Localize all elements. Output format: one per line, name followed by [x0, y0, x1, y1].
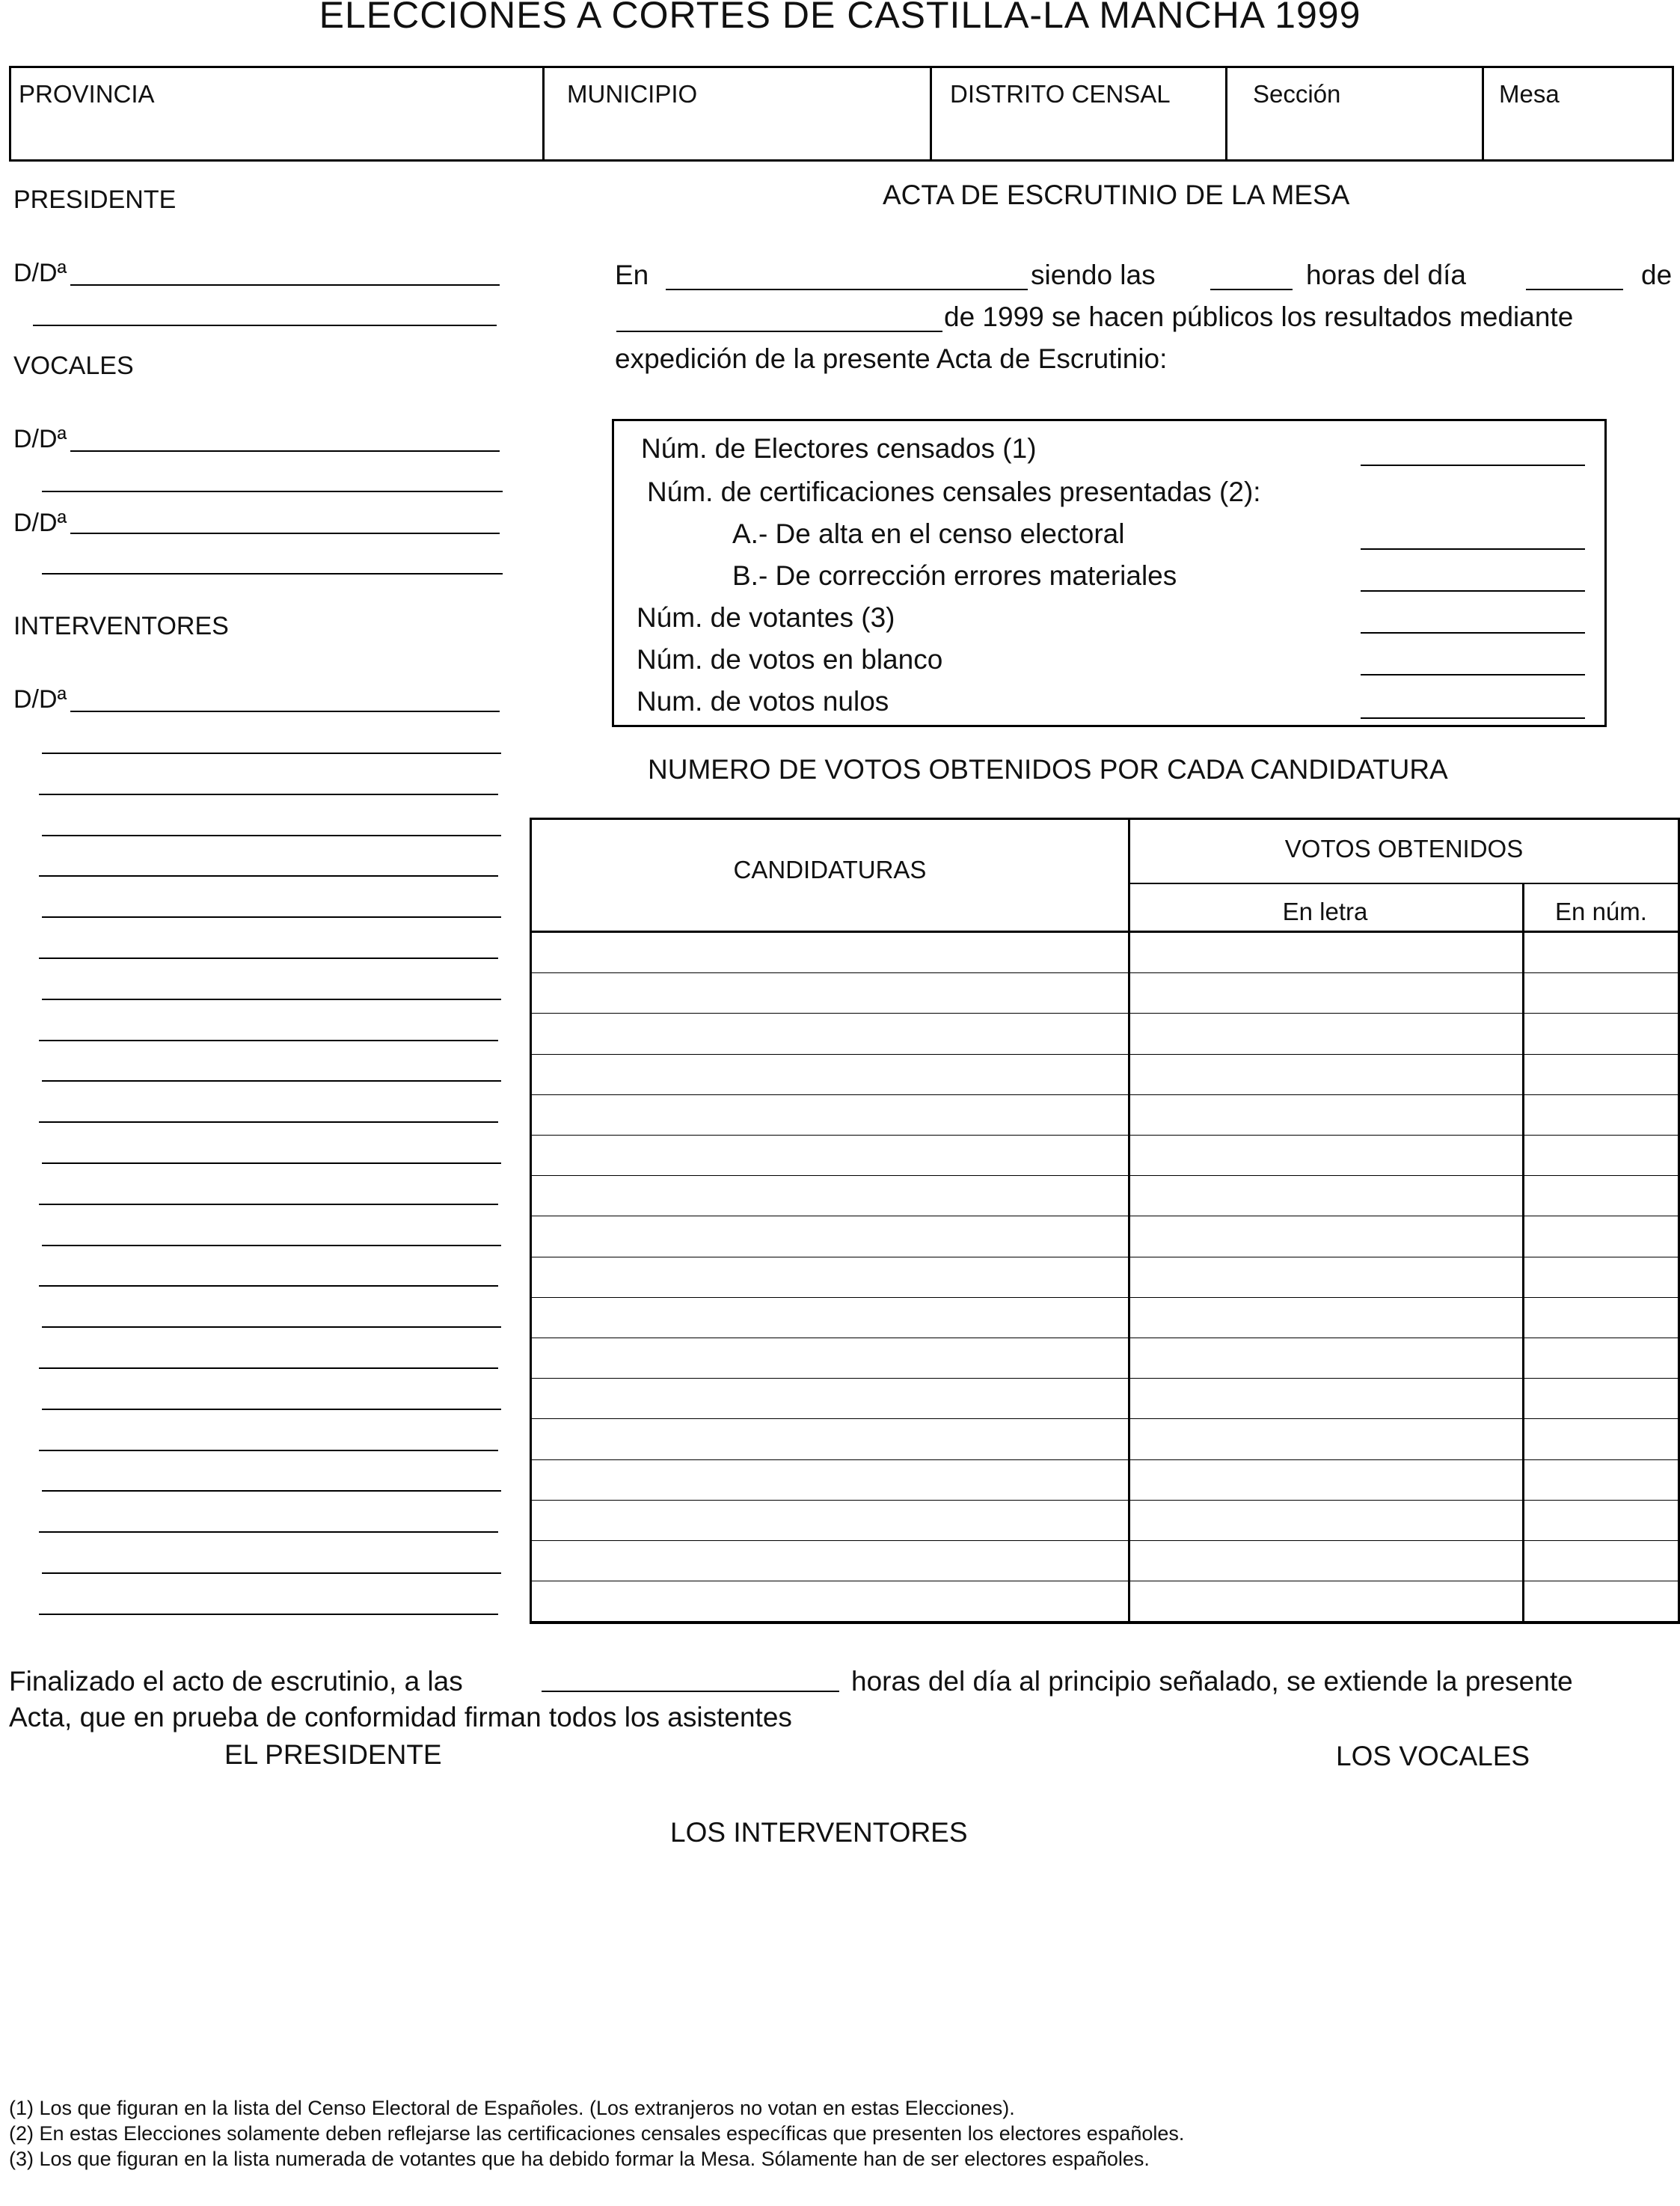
acta-hora-line[interactable] — [1210, 289, 1293, 290]
acta-heading: ACTA DE ESCRUTINIO DE LA MESA — [883, 180, 1350, 210]
presidente-dd-label: D/Dª — [13, 259, 67, 287]
location-header-box — [9, 66, 1674, 162]
table-row[interactable] — [532, 1418, 1678, 1419]
electores-value-line[interactable] — [1361, 465, 1585, 466]
acta-horas-dia-label: horas del día — [1306, 260, 1466, 290]
votos-heading: NUMERO DE VOTOS OBTENIDOS POR CADA CANDIDATURA — [648, 754, 1448, 785]
correccion-value-line[interactable] — [1361, 590, 1585, 592]
vocal1-dd-label: D/Dª — [13, 425, 67, 453]
interventor-line[interactable] — [42, 1245, 501, 1246]
alta-value-line[interactable] — [1361, 548, 1585, 550]
blanco-label: Núm. de votos en blanco — [637, 644, 943, 675]
interventor-line[interactable] — [42, 1572, 501, 1574]
interventor-line[interactable] — [39, 1285, 498, 1287]
alta-label: A.- De alta en el censo electoral — [732, 518, 1125, 549]
candidaturas-header: CANDIDATURAS — [733, 856, 927, 883]
acta-mes-line[interactable] — [616, 331, 942, 332]
provincia-label: PROVINCIA — [19, 80, 155, 108]
table-row[interactable] — [532, 1378, 1678, 1379]
interventor-line[interactable] — [39, 875, 498, 877]
table-divider-letra — [1522, 883, 1524, 1622]
interventor-line[interactable] — [42, 1490, 501, 1492]
acta-en-label: En — [615, 260, 649, 290]
blanco-value-line[interactable] — [1361, 674, 1585, 675]
table-row[interactable] — [532, 1013, 1678, 1014]
table-divider-votos — [1128, 883, 1678, 884]
finalizado-label: Finalizado el acto de escrutinio, a las — [9, 1666, 463, 1697]
table-row[interactable] — [532, 1054, 1678, 1055]
table-row[interactable] — [532, 1135, 1678, 1136]
table-divider-candidaturas — [1128, 820, 1130, 1622]
interventor-line[interactable] — [42, 1326, 501, 1328]
votantes-label: Núm. de votantes (3) — [637, 602, 895, 633]
table-row[interactable] — [532, 1297, 1678, 1298]
presidente-name-line-2[interactable] — [33, 325, 497, 326]
votantes-value-line[interactable] — [1361, 632, 1585, 634]
interventor-line[interactable] — [39, 1450, 498, 1451]
interventor-line[interactable] — [42, 999, 501, 1000]
finalizado-rest-label: horas del día al principio señalado, se extiende la presente — [851, 1666, 1573, 1697]
footnote-3: (3) Los que figuran en la lista numerada de votantes que ha debido formar la Mesa. Sólamente han de ser electores españoles. — [9, 2148, 1150, 2170]
municipio-field[interactable] — [545, 68, 932, 159]
mesa-label: Mesa — [1499, 80, 1560, 108]
interventor-line[interactable] — [42, 916, 501, 918]
presidente-name-line[interactable] — [70, 284, 500, 286]
interventor-name-line[interactable] — [70, 711, 500, 712]
finalizado-hora-line[interactable] — [542, 1691, 839, 1692]
distrito-field[interactable] — [932, 68, 1227, 159]
interventor-line[interactable] — [42, 753, 501, 754]
table-header-bottom — [532, 931, 1678, 933]
footnote-1: (1) Los que figuran en la lista del Censo Electoral de Españoles. (Los extranjeros no votan en estas Elecciones). — [9, 2097, 1015, 2119]
interventor-line[interactable] — [42, 1409, 501, 1410]
municipio-label: MUNICIPIO — [567, 80, 698, 108]
los-vocales-label: LOS VOCALES — [1336, 1741, 1530, 1771]
nulos-value-line[interactable] — [1361, 717, 1585, 719]
certificaciones-label: Núm. de certificaciones censales presentadas (2): — [647, 477, 1261, 507]
table-row[interactable] — [532, 1175, 1678, 1176]
vocal1-name-line-2[interactable] — [42, 491, 503, 492]
seccion-field[interactable] — [1227, 68, 1484, 159]
mesa-field[interactable] — [1484, 68, 1672, 159]
interventor-line[interactable] — [39, 794, 498, 795]
acta-expedicion-label: expedición de la presente Acta de Escrutinio: — [615, 343, 1168, 374]
interventores-label: INTERVENTORES — [13, 612, 229, 640]
acta-dia-line[interactable] — [1526, 289, 1623, 290]
table-row[interactable] — [532, 972, 1678, 973]
votos-obtenidos-header: VOTOS OBTENIDOS — [1284, 835, 1524, 863]
interventor-line[interactable] — [42, 835, 501, 836]
los-interventores-label: LOS INTERVENTORES — [670, 1817, 968, 1848]
distrito-label: DISTRITO CENSAL — [950, 80, 1171, 108]
vocal2-dd-label: D/Dª — [13, 509, 67, 537]
table-row[interactable] — [532, 1540, 1678, 1541]
vocal1-name-line[interactable] — [70, 450, 500, 452]
interventor-line[interactable] — [42, 1162, 501, 1164]
footnote-2: (2) En estas Elecciones solamente deben reflejarse las certificaciones censales específicas que presenten los electores españoles. — [9, 2122, 1185, 2145]
el-presidente-label: EL PRESIDENTE — [224, 1739, 442, 1770]
acta-de-label: de — [1641, 260, 1673, 290]
vocal2-name-line-2[interactable] — [42, 573, 503, 575]
table-row[interactable] — [532, 1094, 1678, 1095]
vocal2-name-line[interactable] — [70, 533, 500, 534]
interventor-line[interactable] — [39, 1204, 498, 1205]
table-row[interactable] — [532, 1459, 1678, 1460]
counts-box — [612, 419, 1607, 727]
acta-conformidad-label: Acta, que en prueba de conformidad firman todos los asistentes — [9, 1702, 792, 1732]
results-table — [530, 818, 1680, 1624]
table-row[interactable] — [532, 1621, 1678, 1622]
table-row[interactable] — [532, 1500, 1678, 1501]
correccion-label: B.- De corrección errores materiales — [732, 560, 1177, 591]
interventor-line[interactable] — [39, 1367, 498, 1369]
acta-de-1999-label: de 1999 se hacen públicos los resultados mediante — [944, 301, 1574, 332]
provincia-field[interactable] — [11, 68, 545, 159]
acta-lugar-line[interactable] — [666, 289, 1028, 290]
seccion-label: Sección — [1253, 80, 1341, 108]
document-title: ELECCIONES A CORTES DE CASTILLA-LA MANCHA 1999 — [319, 0, 1361, 36]
interventor-dd-label: D/Dª — [13, 685, 67, 714]
electores-label: Núm. de Electores censados (1) — [641, 433, 1037, 464]
interventor-line[interactable] — [42, 1080, 501, 1082]
interventor-line[interactable] — [39, 958, 498, 959]
en-letra-header: En letra — [1282, 898, 1368, 925]
presidente-label: PRESIDENTE — [13, 186, 177, 214]
interventor-line[interactable] — [39, 1531, 498, 1533]
acta-siendo-label: siendo las — [1031, 260, 1156, 290]
interventor-line[interactable] — [39, 1040, 498, 1041]
interventor-line[interactable] — [39, 1121, 498, 1123]
en-num-header: En núm. — [1555, 898, 1647, 925]
vocales-label: VOCALES — [13, 352, 134, 380]
nulos-label: Num. de votos nulos — [637, 686, 889, 717]
interventor-line[interactable] — [39, 1614, 498, 1615]
